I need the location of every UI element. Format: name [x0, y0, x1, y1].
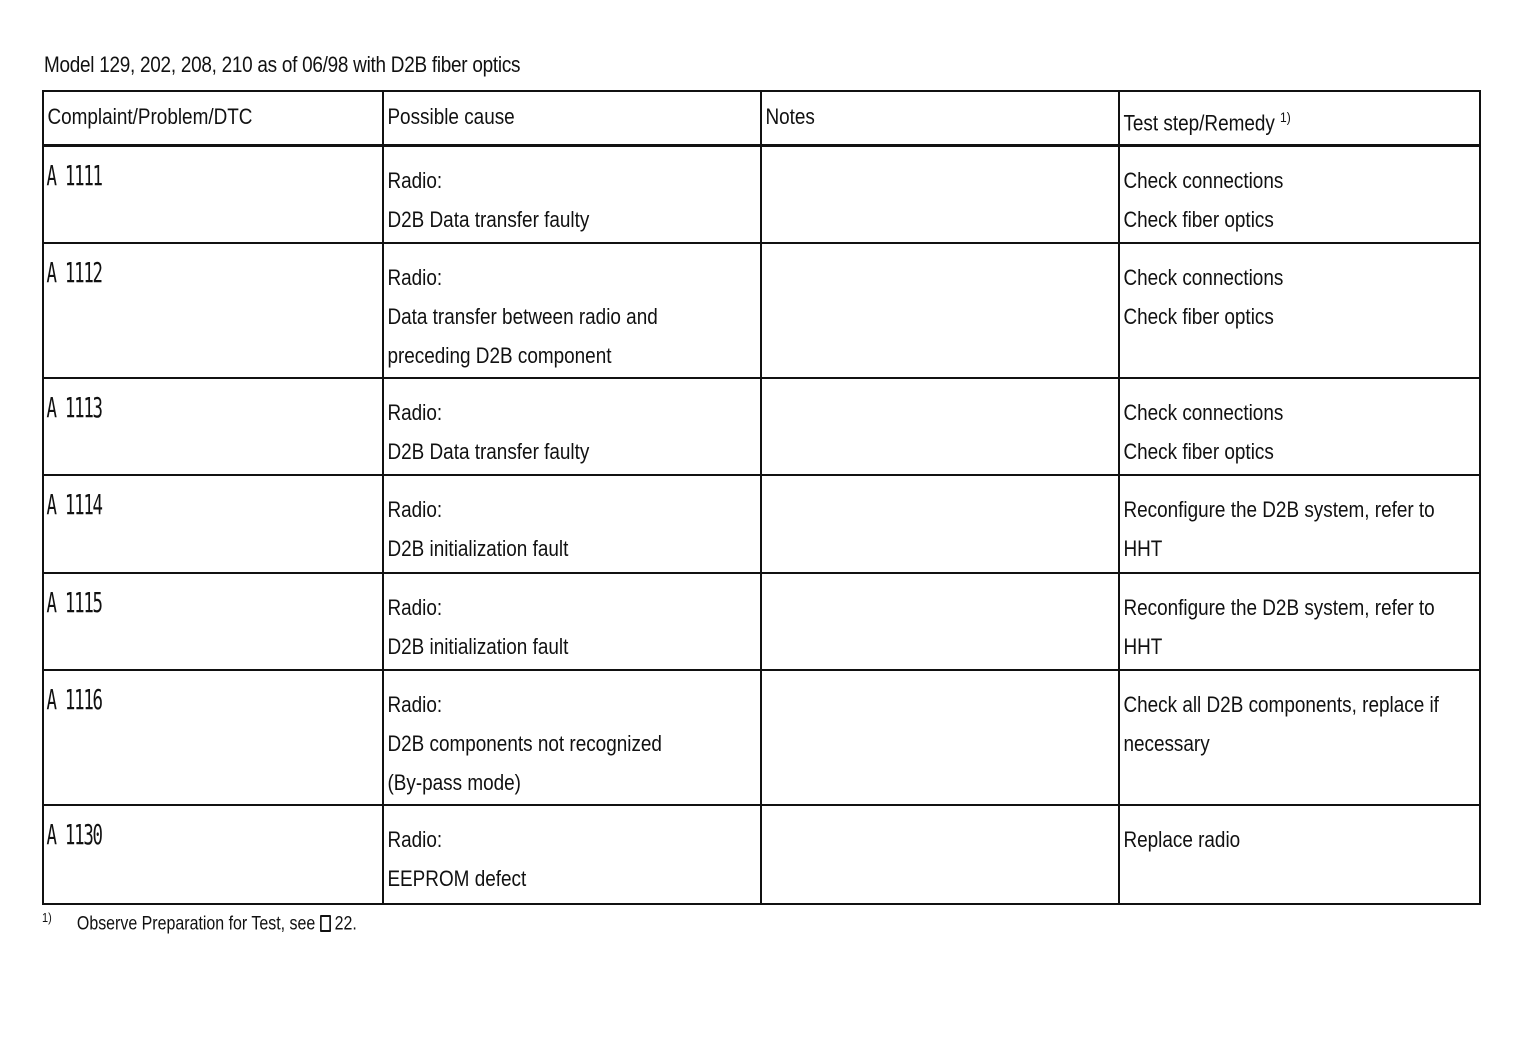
dtc-code: A 1112 — [46, 255, 102, 289]
possible-cause-line: Radio: — [387, 691, 443, 717]
notes-cell — [761, 573, 1119, 670]
footnote-text: Observe Preparation for Test, see — [76, 913, 316, 935]
table-row — [43, 573, 1480, 670]
page-title: Model 129, 202, 208, 210 as of 06/98 with D2B fiber optics — [44, 52, 521, 77]
notes-cell — [761, 670, 1119, 805]
dtc-code-cell — [43, 475, 383, 573]
remedy-line: Reconfigure the D2B system, refer to — [1123, 496, 1435, 522]
possible-cause-line: Radio: — [387, 399, 443, 425]
possible-cause-line: Radio: — [387, 496, 443, 522]
possible-cause-cell — [383, 146, 761, 243]
dtc-code: A 1130 — [46, 817, 102, 851]
dtc-code-cell — [43, 378, 383, 475]
column-header-cause — [383, 91, 761, 146]
possible-cause-line: Radio: — [387, 168, 443, 193]
table-header-row — [43, 91, 1480, 146]
remedy-cell — [1119, 378, 1480, 475]
table-row — [43, 805, 1480, 904]
dtc-code: A 1115 — [46, 585, 102, 619]
notes-cell — [761, 146, 1119, 243]
dtc-code: A 1114 — [46, 487, 102, 521]
possible-cause-cell — [383, 670, 761, 805]
remedy-line: Check connections — [1123, 168, 1284, 193]
footnote — [42, 910, 357, 935]
notes-cell — [761, 805, 1119, 904]
table-row — [43, 146, 1480, 243]
notes-cell — [761, 378, 1119, 475]
remedy-line: HHT — [1123, 633, 1163, 659]
dtc-code: A 1113 — [46, 390, 102, 424]
possible-cause-cell — [383, 378, 761, 475]
remedy-line: Check fiber optics — [1123, 303, 1274, 329]
dtc-code: A 1116 — [46, 682, 102, 716]
column-header-complaint — [43, 91, 383, 146]
remedy-cell — [1119, 573, 1480, 670]
possible-cause-line: (By-pass mode) — [387, 769, 521, 795]
remedy-cell — [1119, 243, 1480, 378]
remedy-line: HHT — [1123, 535, 1163, 561]
possible-cause-line: preceding D2B component — [387, 342, 612, 368]
remedy-cell — [1119, 146, 1480, 243]
possible-cause-line: Radio: — [387, 264, 443, 290]
possible-cause-cell — [383, 475, 761, 573]
column-header-remedy-label: Test step/Remedy — [1123, 110, 1275, 136]
remedy-cell — [1119, 475, 1480, 573]
column-header-remedy — [1119, 91, 1480, 146]
remedy-line: Replace radio — [1123, 826, 1241, 852]
remedy-line: Check connections — [1123, 399, 1284, 425]
table-row — [43, 475, 1480, 573]
notes-cell — [761, 475, 1119, 573]
possible-cause-line: Radio: — [387, 826, 443, 852]
column-header-complaint-label: Complaint/Problem/DTC — [47, 104, 253, 129]
possible-cause-line: Data transfer between radio and — [387, 303, 658, 329]
remedy-line: Check fiber optics — [1123, 438, 1274, 464]
dtc-code-cell — [43, 573, 383, 670]
dtc-code-cell — [43, 243, 383, 378]
remedy-line: Check fiber optics — [1123, 207, 1274, 232]
possible-cause-line: D2B components not recognized — [387, 730, 662, 756]
possible-cause-cell — [383, 573, 761, 670]
possible-cause-line: EEPROM defect — [387, 865, 527, 891]
possible-cause-line: D2B Data transfer faulty — [387, 438, 590, 464]
dtc-table — [42, 90, 1481, 905]
column-header-notes — [761, 91, 1119, 146]
footnote-reference: 1) — [1280, 109, 1291, 125]
footnote-page-ref: 22. — [334, 913, 357, 935]
footnote-number: 1) — [42, 910, 52, 925]
column-header-notes-label: Notes — [765, 104, 815, 129]
possible-cause-line: D2B Data transfer faulty — [387, 207, 590, 232]
dtc-code: A 1111 — [46, 159, 102, 192]
possible-cause-line: Radio: — [387, 594, 443, 620]
dtc-code-cell — [43, 670, 383, 805]
table-row — [43, 378, 1480, 475]
remedy-line: Reconfigure the D2B system, refer to — [1123, 594, 1435, 620]
table-row — [43, 243, 1480, 378]
remedy-line: Check connections — [1123, 264, 1284, 290]
possible-cause-cell — [383, 805, 761, 904]
remedy-line: Check all D2B components, replace if — [1123, 691, 1439, 717]
dtc-code-cell — [43, 146, 383, 243]
dtc-code-cell — [43, 805, 383, 904]
possible-cause-line: D2B initialization fault — [387, 633, 569, 659]
possible-cause-cell — [383, 243, 761, 378]
remedy-cell — [1119, 670, 1480, 805]
column-header-cause-label: Possible cause — [387, 104, 515, 129]
book-icon — [320, 915, 331, 932]
possible-cause-line: D2B initialization fault — [387, 535, 569, 561]
remedy-cell — [1119, 805, 1480, 904]
notes-cell — [761, 243, 1119, 378]
table-body — [43, 146, 1480, 904]
table-row — [43, 670, 1480, 805]
remedy-line: necessary — [1123, 730, 1210, 756]
